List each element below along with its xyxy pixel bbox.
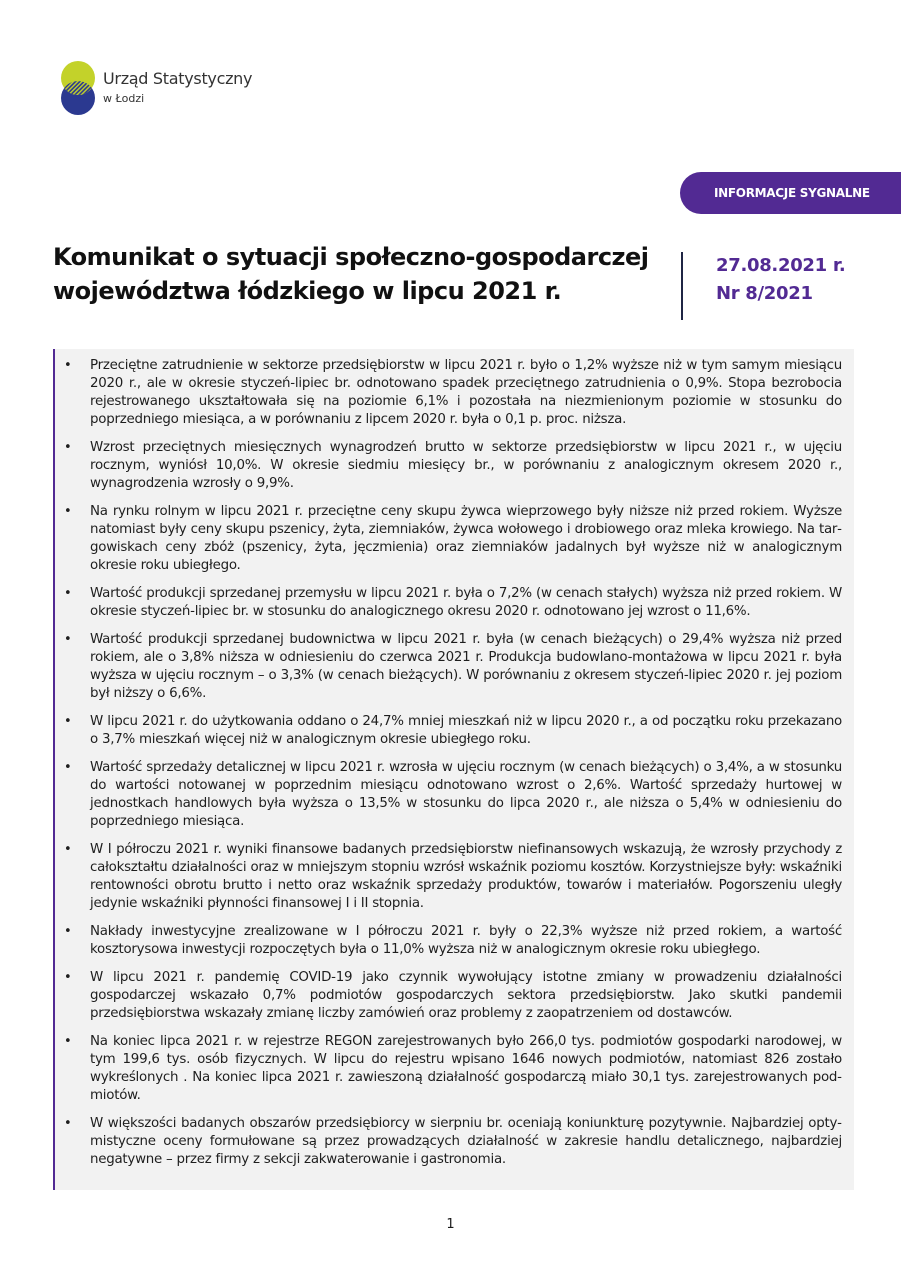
bullet-icon: • [64,760,72,775]
page-number: 1 [446,1217,455,1232]
page-title-line: Komunikat o sytuacji społeczno-gospodarczej [53,243,649,271]
bullet-icon: • [64,714,72,729]
summary-item-text: W większości badanych obszarów przedsiębiorcy w sierpniu br. oceniają koniunkturę pozytywnie. Najbardziej optymistyczne oceny formułowane są przez prowadzących działalność w zakresie handlu detalicznego, najbardziej negatywne – przez firmy z sekcji zakwaterowanie i gastronomia. [90,1116,842,1167]
summary-item [64,503,842,575]
summary-item [64,841,842,913]
bullet-icon: • [64,504,72,519]
bullet-icon: • [64,632,72,647]
summary-item-text: W lipcu 2021 r. pandemię COVID-19 jako czynnik wywołujący istotne zmiany w prowadzeniu działalności gospodarczej wskazało 0,7% podmiotów gospodarczych sektora przedsiębiorstw. Jako skutki pandemii przedsiębiorstwa wskazały zmianę liczby zamówień oraz problemy z zaopatrzeniem od dostawców. [90,970,842,1021]
summary-item-text: Na rynku rolnym w lipcu 2021 r. przeciętne ceny skupu żywca wieprzowego były niższe niż przed rokiem. Wyższe natomiast były ceny skupu pszenicy, żyta, ziemniaków, żywca wołowego i drobiowego oraz mleka krowiego. Na targowiskach ceny zbóż (pszenicy, żyta, jęczmienia) oraz ziemniaków jadalnych był wyższe niż w analogicznym okresie roku ubiegłego. [90,504,842,573]
summary-item [64,357,842,429]
publication-date: 27.08.2021 r. [716,255,846,276]
summary-item [64,1115,842,1169]
bullet-icon: • [64,440,72,455]
summary-item [64,1033,842,1105]
summary-item [64,631,842,703]
summary-item-text: Przeciętne zatrudnienie w sektorze przedsiębiorstw w lipcu 2021 r. było o 1,2% wyższe niż w tym samym miesiącu 2020 r., ale w okresie styczeń-lipiec br. odnotowano spadek przeciętnego zatrudnienia o 0,9%. Stopa bezrobocia rejestrowanego ukształtowała się na poziomie 6,1% i pozostała na niezmienionym poziomie w stosunku do poprzedniego miesiąca, a w porównaniu z lipcem 2020 r. była o 0,1 p. proc. niższa. [90,358,842,427]
page-title-line: województwa łódzkiego w lipcu 2021 r. [53,277,562,305]
summary-item [64,439,842,493]
bullet-icon: • [64,924,72,939]
summary-item-text: Wartość produkcji sprzedanej budownictwa w lipcu 2021 r. była (w cenach bieżących) o 29,4% wyższa niż przed rokiem, ale o 3,8% niższa w odniesieniu do czerwca 2021 r. Produkcja budowlano-montażowa w lipcu 2021 r. była wyższa w ujęciu rocznym – o 3,3% (w cenach bieżących). W porównaniu z okresem styczeń-lipiec 2020 r. jej poziom był niższy o 6,6%. [90,632,842,701]
summary-item [64,585,842,621]
summary-item [64,923,842,959]
issue-number: Nr 8/2021 [716,283,813,304]
logo [60,60,260,116]
page-title [53,240,663,308]
summary-item-text: W I półroczu 2021 r. wyniki finansowe badanych przedsiębiorstw niefinansowych wskazują, że wzrosły przychody z całokształtu działalności oraz w mniejszym stopniu wzrósł wskaźnik poziomu kosztów. Korzystniejsze były: wskaźniki rentowności obrotu brutto i netto oraz wskaźnik sprzedaży produktów, towarów i materiałów. Pogorszeniu uległy jedynie wskaźniki płynności finansowej I i II stopnia. [90,842,842,911]
summary-item-text: Wartość sprzedaży detalicznej w lipcu 2021 r. wzrosła w ujęciu rocznym (w cenach bieżących) o 3,4%, a w stosunku do wartości notowanej w poprzednim miesiącu odnotowano wzrost o 2,6%. Wartość sprzedaży hurtowej w jednostkach handlowych była wyższa o 13,5% w stosunku do lipca 2020 r., ale niższa o 5,4% w odniesieniu do poprzedniego miesiąca. [90,760,842,829]
publication-meta [681,252,845,320]
summary-box [53,349,854,1190]
bullet-icon: • [64,1116,72,1131]
summary-item [64,759,842,831]
info-badge [680,172,901,214]
summary-item-text: W lipcu 2021 r. do użytkowania oddano o 24,7% mniej mieszkań niż w lipcu 2020 r., a od początku roku przekazano o 3,7% mieszkań więcej niż w analogicznym okresie ubiegłego roku. [90,714,842,747]
summary-item-text: Na koniec lipca 2021 r. w rejestrze REGON zarejestrowanych było 266,0 tys. podmiotów gospodarki narodowej, w tym 199,6 tys. osób fizycznych. W lipcu do rejestru wpisano 1646 nowych podmiotów, natomiast 826 zostało wykreślonych . Na koniec lipca 2021 r. zawieszoną działalność gospodarczą miało 30,1 tys. zarejestrowanych podmiotów. [90,1034,842,1103]
info-badge-label: INFORMACJE SYGNALNE [714,186,870,200]
logo-subtitle: w Łodzi [103,92,145,105]
summary-item-text: Nakłady inwestycyjne zrealizowane w I półroczu 2021 r. były o 22,3% wyższe niż przed rokiem, a wartość kosztorysowa inwestycji rozpoczętych była o 11,0% wyższa niż w analogicznym okresie roku ubiegłego. [90,924,842,957]
summary-item [64,713,842,749]
summary-item-text: Wartość produkcji sprzedanej przemysłu w lipcu 2021 r. była o 7,2% (w cenach stałych) wyższa niż przed rokiem. W okresie styczeń-lipiec br. w stosunku do analogicznego okresu 2020 r. odnotowano jej wzrost o 11,6%. [90,586,842,619]
bullet-icon: • [64,842,72,857]
logo-circles-icon [60,60,100,116]
summary-item [64,969,842,1023]
bullet-icon: • [64,970,72,985]
bullet-icon: • [64,586,72,601]
logo-title: Urząd Statystyczny [103,69,253,88]
bullet-icon: • [64,358,72,373]
bullet-icon: • [64,1034,72,1049]
summary-item-text: Wzrost przeciętnych miesięcznych wynagrodzeń brutto w sektorze przedsiębiorstw w lipcu 2021 r., w ujęciu rocznym, wyniósł 10,0%. W okresie siedmiu miesięcy br., w porównaniu z analogicznym okresem 2020 r., wynagrodzenia wzrosły o 9,9%. [90,440,842,491]
summary-list [55,349,854,1169]
